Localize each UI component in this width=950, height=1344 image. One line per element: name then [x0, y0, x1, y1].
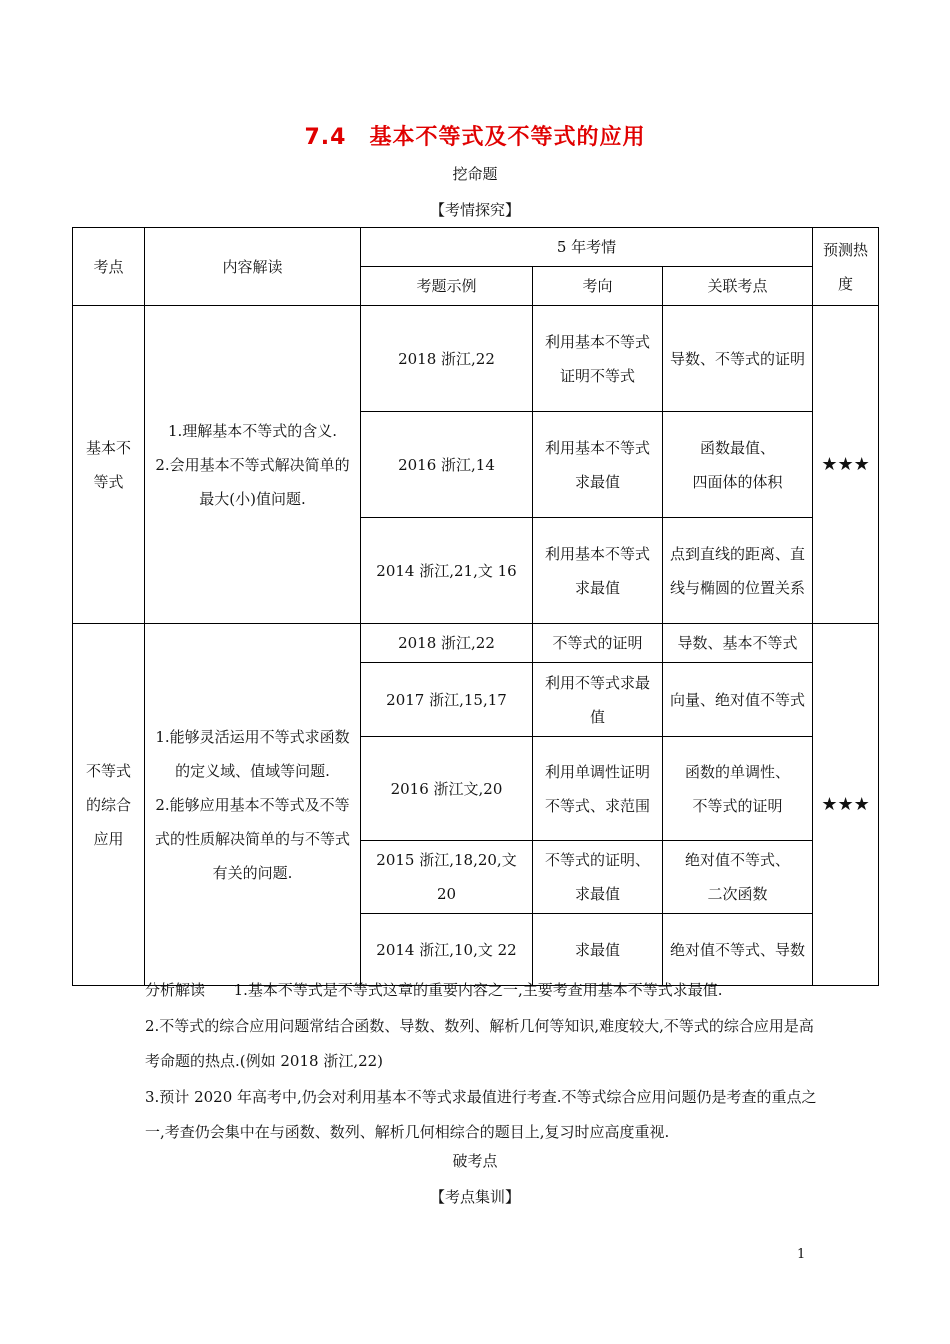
- subheading: 【考情探究】: [429, 201, 520, 219]
- page-title: 7.4 基本不等式及不等式的应用: [304, 125, 646, 150]
- direction-cell: 利用单调性证明 不等式、求范围: [533, 737, 663, 841]
- related-cell: 绝对值不等式、导数: [663, 914, 813, 986]
- related-cell: 绝对值不等式、 二次函数: [663, 841, 813, 914]
- direction-cell: 利用不等式求最值: [533, 663, 663, 737]
- related-cell: 导数、不等式的证明: [663, 306, 813, 412]
- heat-stars: ★★★: [813, 306, 879, 624]
- header-direction: 考向: [533, 267, 663, 306]
- content-cell: 1.理解基本不等式的含义. 2.会用基本不等式解决简单的最大(小)值问题.: [145, 306, 361, 624]
- related-cell: 函数最值、 四面体的体积: [663, 412, 813, 518]
- header-five-year: 5 年考情: [361, 228, 813, 267]
- header-kaodian: 考点: [73, 228, 145, 306]
- direction-cell: 利用基本不等式 求最值: [533, 412, 663, 518]
- header-example: 考题示例: [361, 267, 533, 306]
- analysis-paragraph-2: 2.不等式的综合应用问题常结合函数、导数、数列、解析几何等知识,难度较大,不等式的综合应用是高考命题的热点.(例如 2018 浙江,22): [145, 1016, 814, 1070]
- analysis-label: 分析解读: [145, 981, 206, 999]
- direction-cell: 不等式的证明: [533, 624, 663, 663]
- example-cell: 2014 浙江,10,文 22: [361, 914, 533, 986]
- section2-subheading: 【考点集训】: [429, 1188, 520, 1206]
- related-cell: 向量、绝对值不等式: [663, 663, 813, 737]
- analysis-paragraph-1: [145, 973, 825, 1009]
- related-cell: 导数、基本不等式: [663, 624, 813, 663]
- heat-stars: ★★★: [813, 624, 879, 986]
- page-number: 1: [797, 1247, 806, 1262]
- related-cell: 点到直线的距离、直线与椭圆的位置关系: [663, 518, 813, 624]
- example-cell: 2015 浙江,18,20,文 20: [361, 841, 533, 914]
- header-related: 关联考点: [663, 267, 813, 306]
- analysis-section: [145, 973, 825, 1151]
- exam-analysis-table: [72, 227, 879, 986]
- example-cell: 2018 浙江,22: [361, 624, 533, 663]
- example-cell: 2014 浙江,21,文 16: [361, 518, 533, 624]
- example-cell: 2016 浙江文,20: [361, 737, 533, 841]
- example-cell: 2017 浙江,15,17: [361, 663, 533, 737]
- direction-cell: 利用基本不等式 求最值: [533, 518, 663, 624]
- header-heat: 预测热度: [813, 228, 879, 306]
- kaodian-cell: 基本不等式: [73, 306, 145, 624]
- analysis-paragraph-3: 3.预计 2020 年高考中,仍会对利用基本不等式求最值进行考查.不等式综合应用问题仍是考查的重点之一,考查仍会集中在与函数、数列、解析几何相综合的题目上,复习时应高度重视.: [145, 1087, 817, 1141]
- kaodian-cell: 不等式的综合应用: [73, 624, 145, 986]
- direction-cell: 求最值: [533, 914, 663, 986]
- related-cell: 函数的单调性、 不等式的证明: [663, 737, 813, 841]
- analysis-text-1: 1.基本不等式是不等式这章的重要内容之一,主要考查用基本不等式求最值.: [233, 981, 723, 999]
- header-content: 内容解读: [145, 228, 361, 306]
- example-cell: 2016 浙江,14: [361, 412, 533, 518]
- section-heading: 挖命题: [452, 165, 498, 183]
- direction-cell: 利用基本不等式 证明不等式: [533, 306, 663, 412]
- direction-cell: 不等式的证明、求最值: [533, 841, 663, 914]
- example-cell: 2018 浙江,22: [361, 306, 533, 412]
- section2-heading: 破考点: [452, 1152, 498, 1170]
- content-cell: 1.能够灵活运用不等式求函数的定义域、值域等问题. 2.能够应用基本不等式及不等式的性质解决简单的与不等式有关的问题.: [145, 624, 361, 986]
